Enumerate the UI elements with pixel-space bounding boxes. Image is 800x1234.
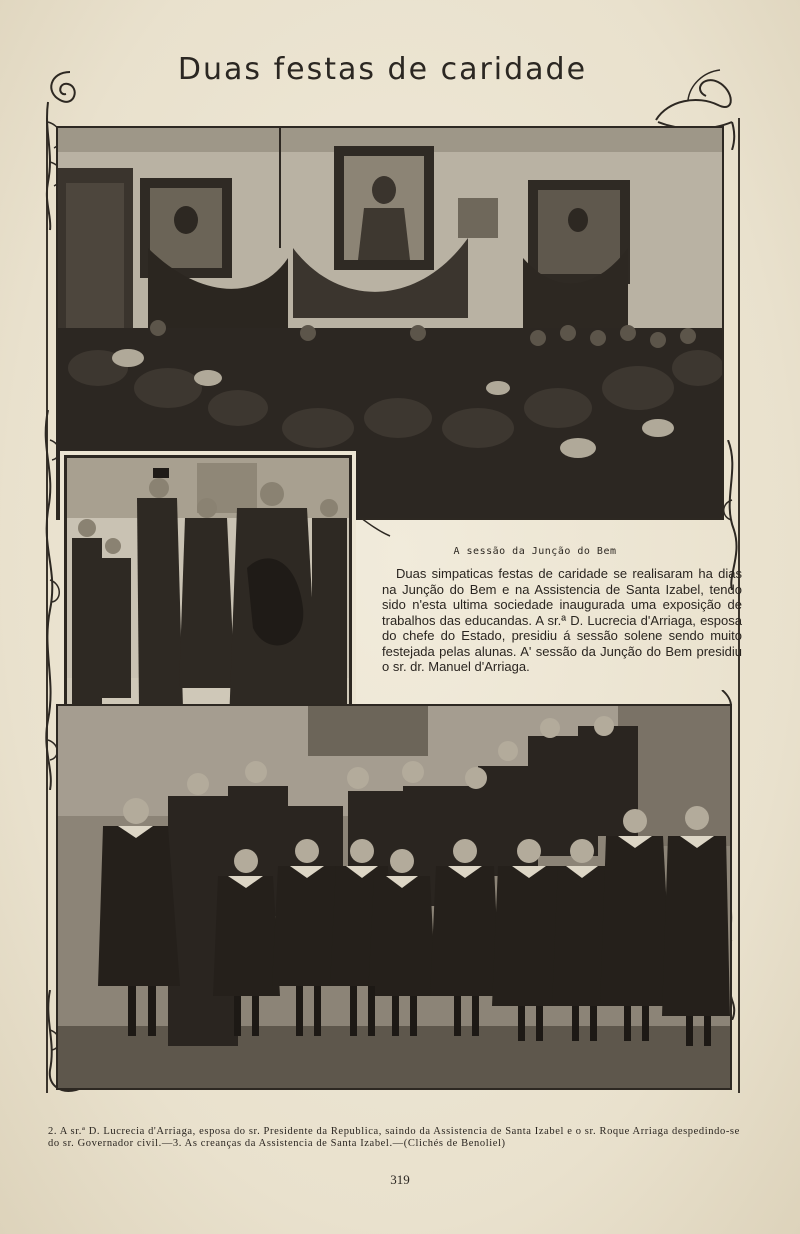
article-body: [382, 566, 742, 675]
photo2-illustration: [67, 458, 349, 730]
page-title: Duas festas de caridade: [177, 52, 588, 87]
lucrecia-arriaga-leaving-photo: [64, 455, 352, 733]
article-paragraph: Duas simpaticas festas de caridade se realisaram ha dias na Junção do Bem e na Assistencia de Santa Izabel, tendo sido n'esta ultima sociedade inaugurada uma exposição de trabalhos das educandas. A sr.ª D. Lucrecia d'Arriaga, esposa do chefe do Estado, presidiu á sessão solene sendo muito festejada pelas alunas. A' sessão da Junção do Bem presidiu o sr. dr. Manuel d'Arriaga.: [382, 566, 742, 674]
photo3-illustration: [58, 706, 730, 1088]
page-number: 319: [390, 1172, 410, 1187]
santa-izabel-children-photo: [56, 704, 732, 1090]
photos-caption: 2. A sr.ª D. Lucrecia d'Arriaga, esposa do sr. Presidente da Republica, saindo da Assistencia de Santa Izabel e o sr. Roque Arriaga despedindo-se do sr. Governador civil.—3. As creanças da Assistencia de Santa Izabel.—(Clichés de Benoliel): [48, 1126, 740, 1149]
photo1-caption: A sessão da Junção do Bem: [453, 546, 617, 557]
